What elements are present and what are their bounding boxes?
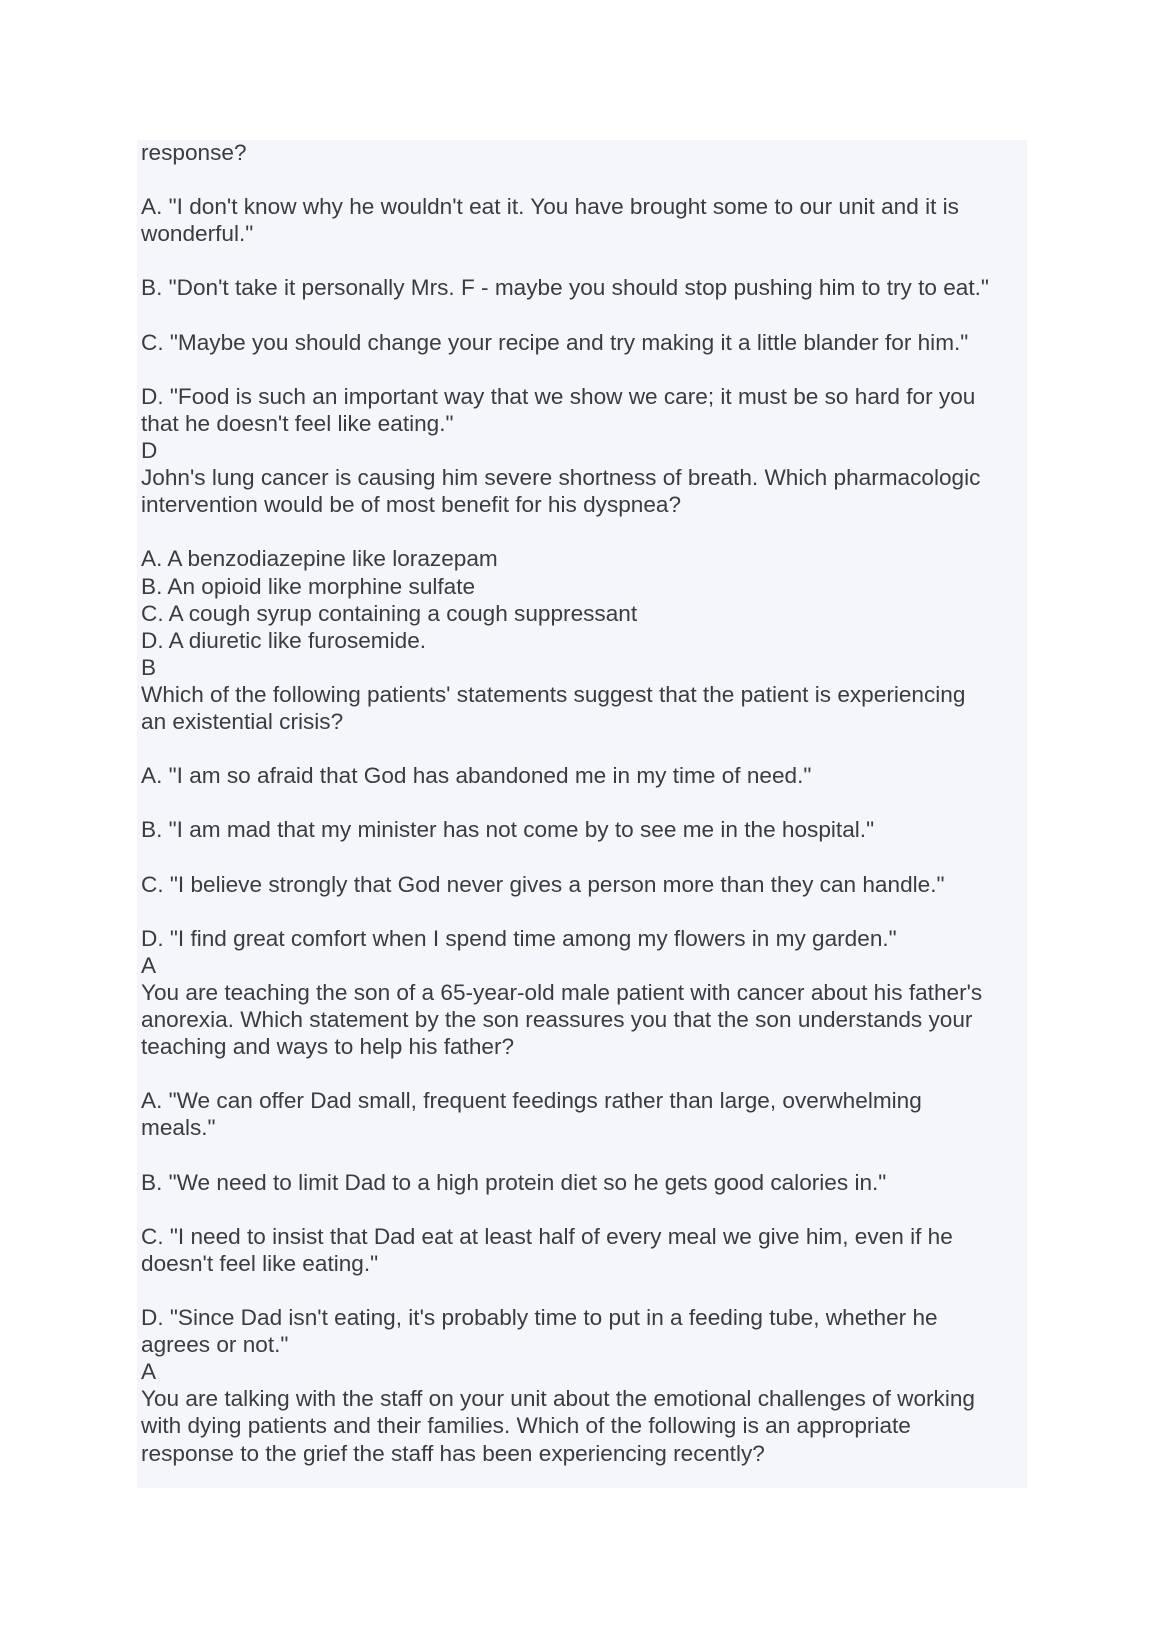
blank-line [141,843,1031,870]
blank-line [141,1277,1031,1304]
text-line: an existential crisis? [141,708,344,734]
blank-line [141,518,1031,545]
text-line: that he doesn't feel like eating." [141,410,454,436]
blank-line [141,898,1031,925]
blank-line [141,1141,1031,1168]
blank-line [141,166,1031,193]
text-line: A. "I am so afraid that God has abandoned me in my time of need." [141,763,812,789]
text-line: teaching and ways to help his father? [141,1034,515,1060]
text-line: A. A benzodiazepine like lorazepam [141,546,498,572]
blank-line [141,356,1031,383]
text-line: C. "I need to insist that Dad eat at least half of every meal we give him, even if he [141,1223,953,1249]
text-line: doesn't feel like eating." [141,1250,379,1276]
text-line: B [141,654,157,680]
text-line: B. "I am mad that my minister has not come by to see me in the hospital." [141,817,875,843]
text-line: response? [141,140,247,165]
blank-line [141,302,1031,329]
text-line: A. "I don't know why he wouldn't eat it. You have brought some to our unit and it is [141,194,959,220]
text-line: B. "Don't take it personally Mrs. F - maybe you should stop pushing him to try to eat." [141,275,989,301]
text-line: Which of the following patients' statements suggest that the patient is experiencing [141,681,966,707]
text-line: B. An opioid like morphine sulfate [141,573,476,599]
text-line: intervention would be of most benefit for his dyspnea? [141,492,682,518]
text-line: C. "I believe strongly that God never gives a person more than they can handle." [141,871,945,897]
blank-line [141,1196,1031,1223]
blank-line [141,247,1031,274]
text-line: D. "Food is such an important way that we show we care; it must be so hard for you [141,383,976,409]
blank-line [141,1060,1031,1087]
text-line: with dying patients and their families. Which of the following is an appropriate [141,1413,911,1439]
document-body [141,139,1031,1467]
text-line: A [141,952,157,978]
blank-line [141,735,1031,762]
text-line: agrees or not." [141,1332,289,1358]
text-line: D. "Since Dad isn't eating, it's probably time to put in a feeding tube, whether he [141,1305,938,1331]
text-line: wonderful." [141,221,254,247]
text-line: meals." [141,1115,216,1141]
text-line: A [141,1359,157,1385]
text-line: response to the grief the staff has been experiencing recently? [141,1440,765,1466]
text-line: D [141,438,158,464]
text-line: You are teaching the son of a 65-year-old male patient with cancer about his father's [141,979,983,1005]
text-line: C. "Maybe you should change your recipe and try making it a little blander for him." [141,329,969,355]
text-line: anorexia. Which statement by the son reassures you that the son understands your [141,1007,973,1032]
text-line: A. "We can offer Dad small, frequent feedings rather than large, overwhelming [141,1088,922,1114]
text-line: John's lung cancer is causing him severe shortness of breath. Which pharmacologic [141,465,981,491]
text-line: B. "We need to limit Dad to a high protein diet so he gets good calories in." [141,1169,887,1195]
text-line: D. A diuretic like furosemide. [141,627,427,653]
text-line: You are talking with the staff on your unit about the emotional challenges of working [141,1386,975,1412]
text-line: D. "I find great comfort when I spend time among my flowers in my garden." [141,925,897,951]
blank-line [141,789,1031,816]
text-line: C. A cough syrup containing a cough suppressant [141,600,638,626]
